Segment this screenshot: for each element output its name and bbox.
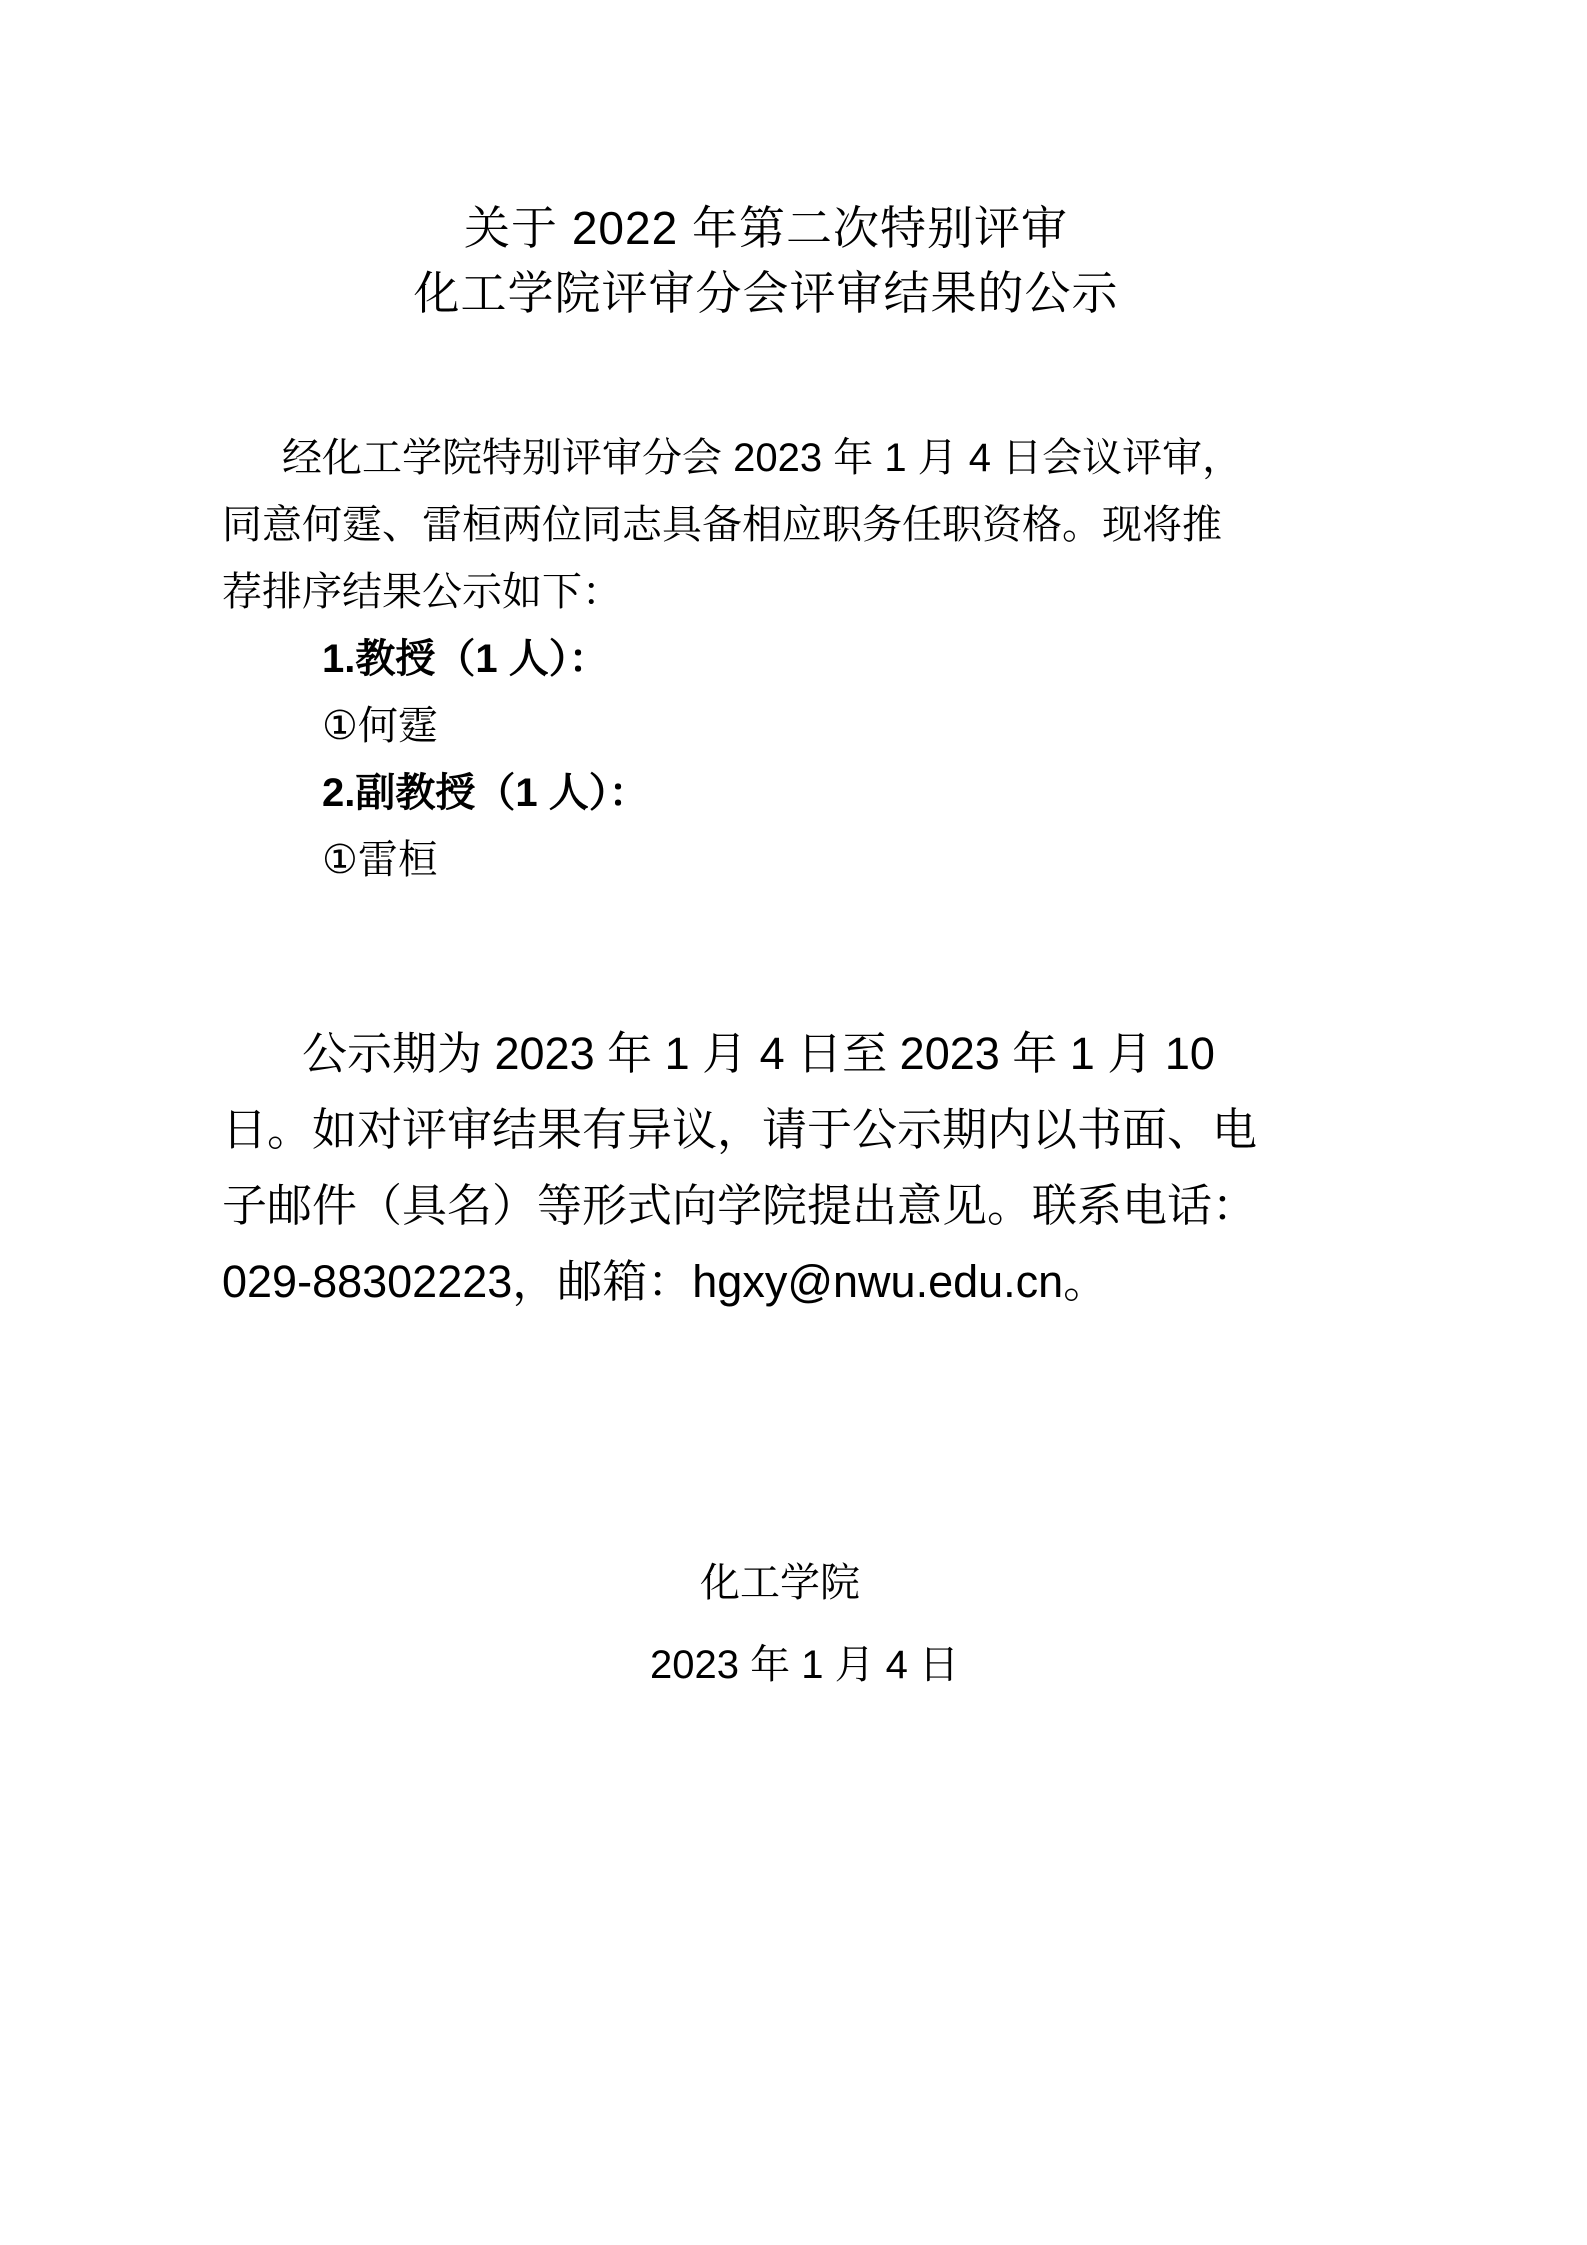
list-name-professor: ①何霆 bbox=[322, 704, 438, 748]
publicity-paragraph-line-4: 029-88302223，邮箱：hgxy@nwu.edu.cn。 bbox=[222, 1256, 1109, 1307]
document-title bbox=[0, 196, 1532, 326]
publicity-paragraph-line-2: 日。如对评审结果有异议，请于公示期内以书面、电 bbox=[222, 1104, 1258, 1155]
list-header-professor: 1.教授（1 人）： bbox=[322, 637, 609, 681]
intro-paragraph-line-2: 同意何霆、雷桓两位同志具备相应职务任职资格。现将推 bbox=[222, 503, 1222, 547]
title-line-2: 化工学院评审分会评审结果的公示 bbox=[413, 267, 1119, 319]
signature-organization: 化工学院 bbox=[700, 1561, 860, 1605]
intro-paragraph-and-result-list bbox=[222, 425, 1432, 894]
publicity-paragraph-line-3: 子邮件（具名）等形式向学院提出意见。联系电话： bbox=[222, 1180, 1258, 1231]
intro-paragraph-line-3: 荐排序结果公示如下： bbox=[222, 570, 622, 614]
list-header-associate-professor: 2.副教授（1 人）： bbox=[322, 771, 649, 815]
title-line-1: 关于 2022 年第二次特别评审 bbox=[464, 202, 1068, 254]
list-name-associate-professor: ①雷桓 bbox=[322, 838, 438, 882]
publicity-paragraph-line-1: 公示期为 2023 年 1 月 4 日至 2023 年 1 月 10 bbox=[302, 1028, 1215, 1079]
publicity-period-paragraph bbox=[222, 1016, 1452, 1320]
signature-date: 2023 年 1 月 4 日 bbox=[650, 1643, 960, 1687]
intro-paragraph-line-1: 经化工学院特别评审分会 2023 年 1 月 4 日会议评审， bbox=[282, 436, 1243, 480]
